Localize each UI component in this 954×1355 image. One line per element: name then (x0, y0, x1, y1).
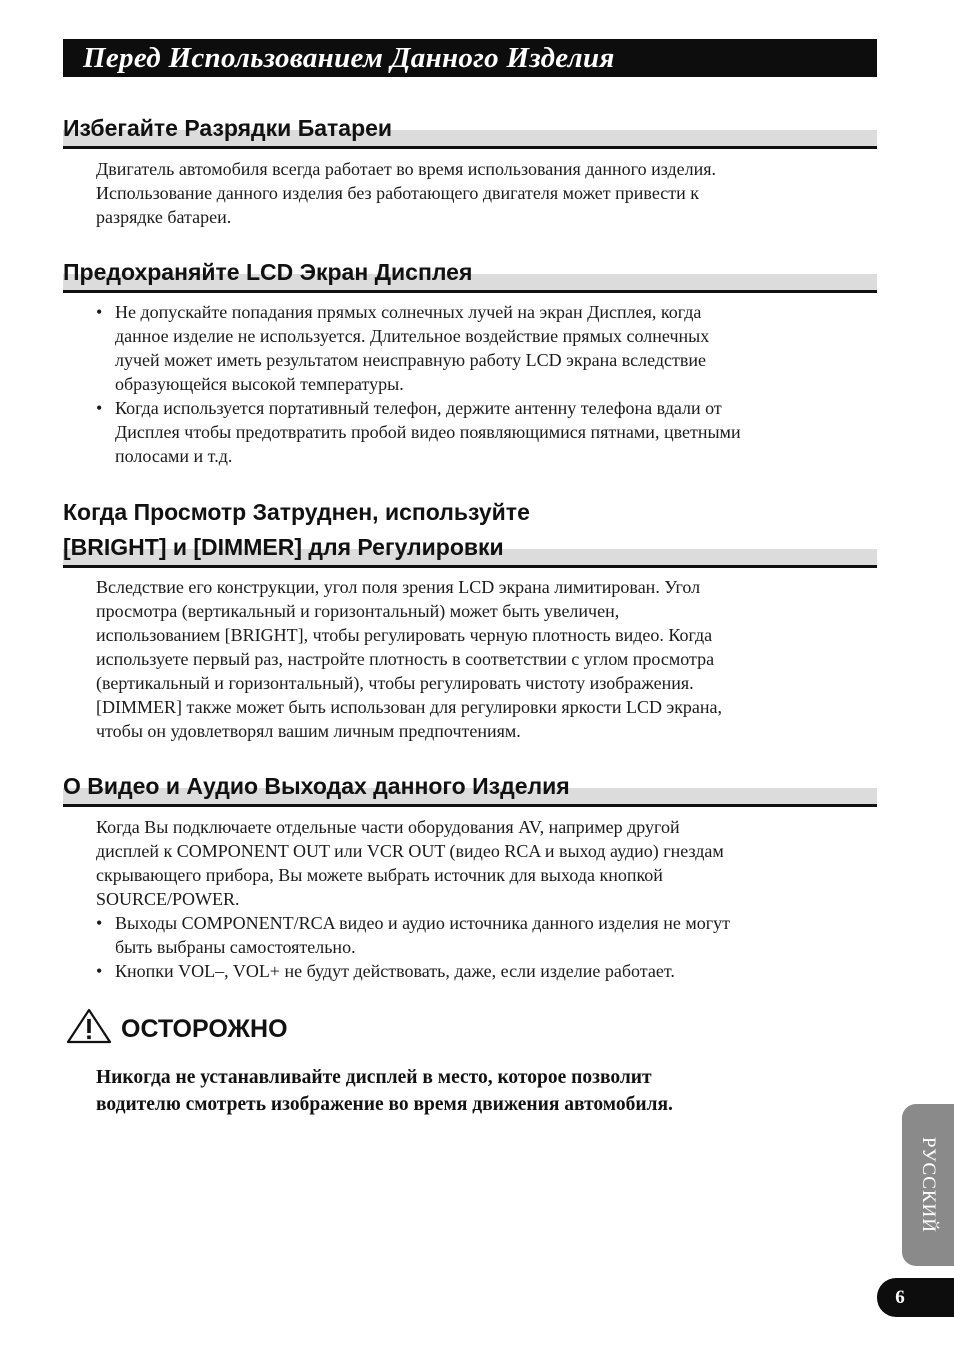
text-line: SOURCE/POWER. (96, 889, 240, 909)
section-title: Избегайте Разрядки Батареи (63, 115, 393, 141)
text-line: Никогда не устанавливайте дисплей в место, которое позволит (96, 1067, 652, 1088)
text-line: Кнопки VOL–, VOL+ не будут действовать, даже, если изделие работает. (115, 961, 675, 981)
bullet-item (96, 300, 856, 396)
text-line: используете первый раз, настройте плотность в соответствии с углом просмотра (96, 649, 715, 669)
text-line: дисплей к COMPONENT OUT или VCR OUT (видео RCA и выход аудио) гнездам (96, 841, 724, 861)
caution-text (96, 1064, 836, 1118)
section-heading-lcd (63, 256, 877, 293)
warning-triangle-icon (66, 1008, 112, 1044)
language-side-tab (902, 1104, 954, 1266)
bullet-item (96, 911, 856, 959)
text-line: (вертикальный и горизонтальный), чтобы регулировать чистоту изображения. (96, 673, 694, 693)
section-heading-battery (63, 112, 877, 149)
page-number-tab (877, 1278, 954, 1317)
text-line: разрядке батареи. (96, 207, 232, 227)
section-heading-outputs (63, 770, 877, 807)
bullet-dot: • (96, 961, 103, 981)
heading-rule (63, 804, 877, 807)
section-body-outputs (96, 815, 856, 983)
text-line: использованием [BRIGHT], чтобы регулировать черную плотность видео. Когда (96, 625, 713, 645)
text-line: водителю смотреть изображение во время движения автомобиля. (96, 1094, 673, 1115)
text-line: полосами и т.д. (115, 446, 233, 466)
language-label: РУССКИЙ (918, 1136, 939, 1234)
text-line: Двигатель автомобиля всегда работает во время использования данного изделия. (96, 159, 717, 179)
bullet-item (96, 959, 856, 983)
caution-label: ОСТОРОЖНО (121, 1015, 288, 1043)
section-title: О Видео и Аудио Выходах данного Изделия (63, 773, 570, 799)
heading-rule (63, 565, 877, 568)
text-line: просмотра (вертикальный и горизонтальный) может быть увеличен, (96, 601, 620, 621)
text-line: скрывающего прибора, Вы можете выбрать источник для выхода кнопкой (96, 865, 663, 885)
text-line: Когда Вы подключаете отдельные части оборудования AV, например другой (96, 817, 680, 837)
heading-rule (63, 146, 877, 149)
section-body-viewing (96, 575, 856, 743)
text-line: Использование данного изделия без работающего двигателя может привести к (96, 183, 699, 203)
bullet-dot: • (96, 398, 103, 418)
page-number: 6 (895, 1287, 905, 1308)
text-line: данное изделие не используется. Длительное воздействие прямых солнечных (115, 326, 710, 346)
section-title-line: Когда Просмотр Затруднен, используйте (63, 499, 530, 525)
text-line: быть выбраны самостоятельно. (115, 937, 356, 957)
text-line: Вследствие его конструкции, угол поля зрения LCD экрана лимитирован. Угол (96, 577, 701, 597)
text-line: образующейся высокой температуры. (115, 374, 404, 394)
text-line: чтобы он удовлетворял вашим личным предпочтениям. (96, 721, 521, 741)
heading-rule (63, 290, 877, 293)
text-line: лучей может иметь результатом неисправную работу LCD экрана вследствие (115, 350, 707, 370)
text-line: Выходы COMPONENT/RCA видео и аудио источника данного изделия не могут (115, 913, 730, 933)
bullet-dot: • (96, 302, 103, 322)
text-line: [DIMMER] также может быть использован для регулировки яркости LCD экрана, (96, 697, 723, 717)
page-banner-title: Перед Использованием Данного Изделия (63, 39, 877, 77)
text-line: Дисплея чтобы предотвратить пробой видео появляющимися пятнами, цветными (115, 422, 741, 442)
section-heading-viewing (63, 496, 877, 568)
section-body-lcd (96, 300, 856, 468)
section-body-battery (96, 157, 856, 229)
text-line: Когда используется портативный телефон, держите антенну телефона вдали от (115, 398, 722, 418)
bullet-dot: • (96, 913, 103, 933)
section-title-line: [BRIGHT] и [DIMMER] для Регулировки (63, 534, 504, 560)
text-line: Не допускайте попадания прямых солнечных лучей на экран Дисплея, когда (115, 302, 702, 322)
section-title: Предохраняйте LCD Экран Дисплея (63, 259, 473, 285)
bullet-item (96, 396, 856, 468)
